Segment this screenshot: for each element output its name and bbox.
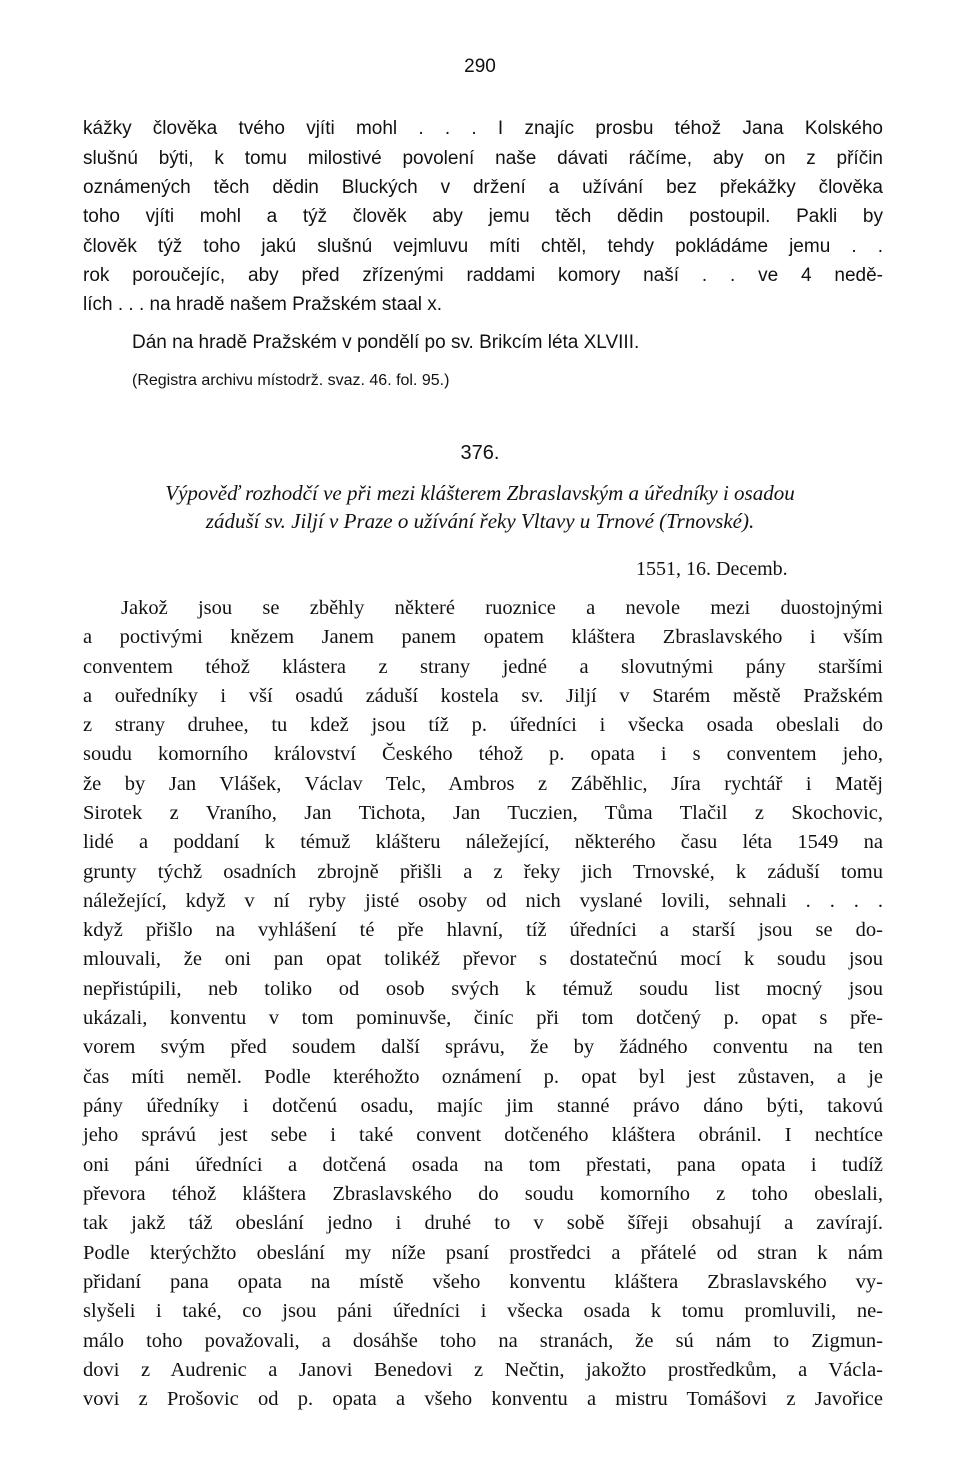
body-line: pány úředníky i dotčenú osadu, majíc jim stanné právo dáno býti, takovú	[83, 1095, 883, 1117]
body-line: Jakož jsou se zběhly některé ruoznice a nevole mezi duostojnými	[121, 597, 883, 619]
text-line: kážky člověka tvého vjíti mohl . . . I znajíc prosbu téhož Jana Kolského	[83, 118, 883, 139]
entry-date: 1551, 16. Decemb.	[636, 558, 788, 580]
page-number: 290	[464, 56, 496, 77]
body-line: ukázali, konventu v tom pominuvše, činíc při tom dotčený p. opat s pře-	[83, 1007, 883, 1029]
body-line: že by Jan Vlášek, Václav Telc, Ambros z Záběhlic, Jíra rychtář i Matěj	[83, 773, 883, 795]
body-line: a ouředníky i vší osadú záduší kostela sv. Jiljí v Starém městě Pražském	[83, 685, 883, 707]
body-line: jeho správú jest sebe i také convent dotčeného kláštera obránil. I nechtíce	[83, 1124, 883, 1146]
body-line: málo toho považovali, a dosáhše toho na stranách, že sú nám to Zigmun-	[83, 1330, 883, 1352]
body-line: a poctivými knězem Janem panem opatem kláštera Zbraslavského i vším	[83, 626, 883, 648]
body-line: čas míti neměl. Podle kteréhožto oznámení p. opat byl jest zůstaven, a je	[83, 1066, 883, 1088]
body-line: Sirotek z Vraního, Jan Tichota, Jan Tuczien, Tůma Tlačil z Skochovic,	[83, 802, 883, 824]
text-line: člověk týž toho jakú slušnú vejmluvu míti chtěl, tehdy pokládáme jemu . .	[83, 236, 883, 257]
body-line: tak jakž táž obeslání jedno i druhé to v sobě šířeji obsahují a zavírají.	[83, 1212, 883, 1234]
body-line: oni páni úředníci a dotčená osada na tom přestati, pana opata i tudíž	[83, 1154, 883, 1176]
body-line: slyšeli i také, co jsou páni úředníci i všecka osada k tomu promluvili, ne-	[83, 1300, 883, 1322]
body-line: dovi z Audrenic a Janovi Benedovi z Nečtin, jakožto prostředkům, a Václa-	[83, 1359, 883, 1381]
body-line: lidé a poddaní k témuž klášteru náležející, některého času léta 1549 na	[83, 831, 883, 853]
body-line: nepřistúpili, neb toliko od osob svých k témuž soudu list mocný jsou	[83, 978, 883, 1000]
text-line: slušnú býti, k tomu milostivé povolení naše dávati ráčíme, aby on z příčin	[83, 148, 883, 169]
source-reference: (Registra archivu místodrž. svaz. 46. fol. 95.)	[132, 372, 450, 389]
body-line: grunty týchž osadních zbrojně přišli a z řeky jich Trnovské, k záduší tomu	[83, 861, 883, 883]
body-line: náležející, když v ní ryby jisté osoby od nich vyslané lovili, sehnali . . . .	[83, 890, 883, 912]
body-line: vovi z Prošovic od p. opata a všeho konventu a mistru Tomášovi z Javořice	[83, 1388, 883, 1410]
text-line: lích . . . na hradě našem Pražském staal x.	[83, 294, 443, 315]
body-line: když přišlo na vyhlášení té pře hlavní, tíž úředníci a starší jsou se do-	[83, 919, 883, 941]
body-line: vorem svým před soudem další správu, že by žádného conventu na ten	[83, 1036, 883, 1058]
text-line: toho vjíti mohl a týž člověk aby jemu těch dědin postoupil. Pakli by	[83, 206, 883, 227]
dated-line: Dán na hradě Pražském v pondělí po sv. Brikcím léta XLVIII.	[132, 332, 640, 353]
body-line: mlouvali, že oni pan opat tolikéž převor s dostatečnú mocí k soudu jsou	[83, 948, 883, 970]
entry-title: Výpověď rozhodčí ve při mezi klášterem Zbraslavským a úředníky i osadou	[165, 481, 795, 505]
body-line: conventem téhož klástera z strany jedné a slovutnými pány staršími	[83, 656, 883, 678]
body-line: Podle kterýchžto obeslání my níže psaní prostředci a přátelé od stran k nám	[83, 1242, 883, 1264]
body-line: přidaní pana opata na místě všeho konventu kláštera Zbraslavského vy-	[83, 1271, 883, 1293]
body-line: převora téhož kláštera Zbraslavského do soudu komorního z toho obeslali,	[83, 1183, 883, 1205]
body-line: soudu komorního království Českého téhož p. opata i s conventem jeho,	[83, 743, 883, 765]
entry-number: 376.	[460, 442, 500, 464]
text-line: rok poroučejíc, aby před zřízenými raddami komory naší . . ve 4 nedě-	[83, 265, 883, 286]
entry-title: záduší sv. Jiljí v Praze o užívání řeky Vltavy u Trnové (Trnovské).	[205, 509, 755, 533]
body-line: z strany druhee, tu kdež jsou tíž p. úředníci i všecka osada obeslali do	[83, 714, 883, 736]
text-line: oznámených těch dědin Bluckých v držení a užívání bez překážky člověka	[83, 177, 883, 198]
